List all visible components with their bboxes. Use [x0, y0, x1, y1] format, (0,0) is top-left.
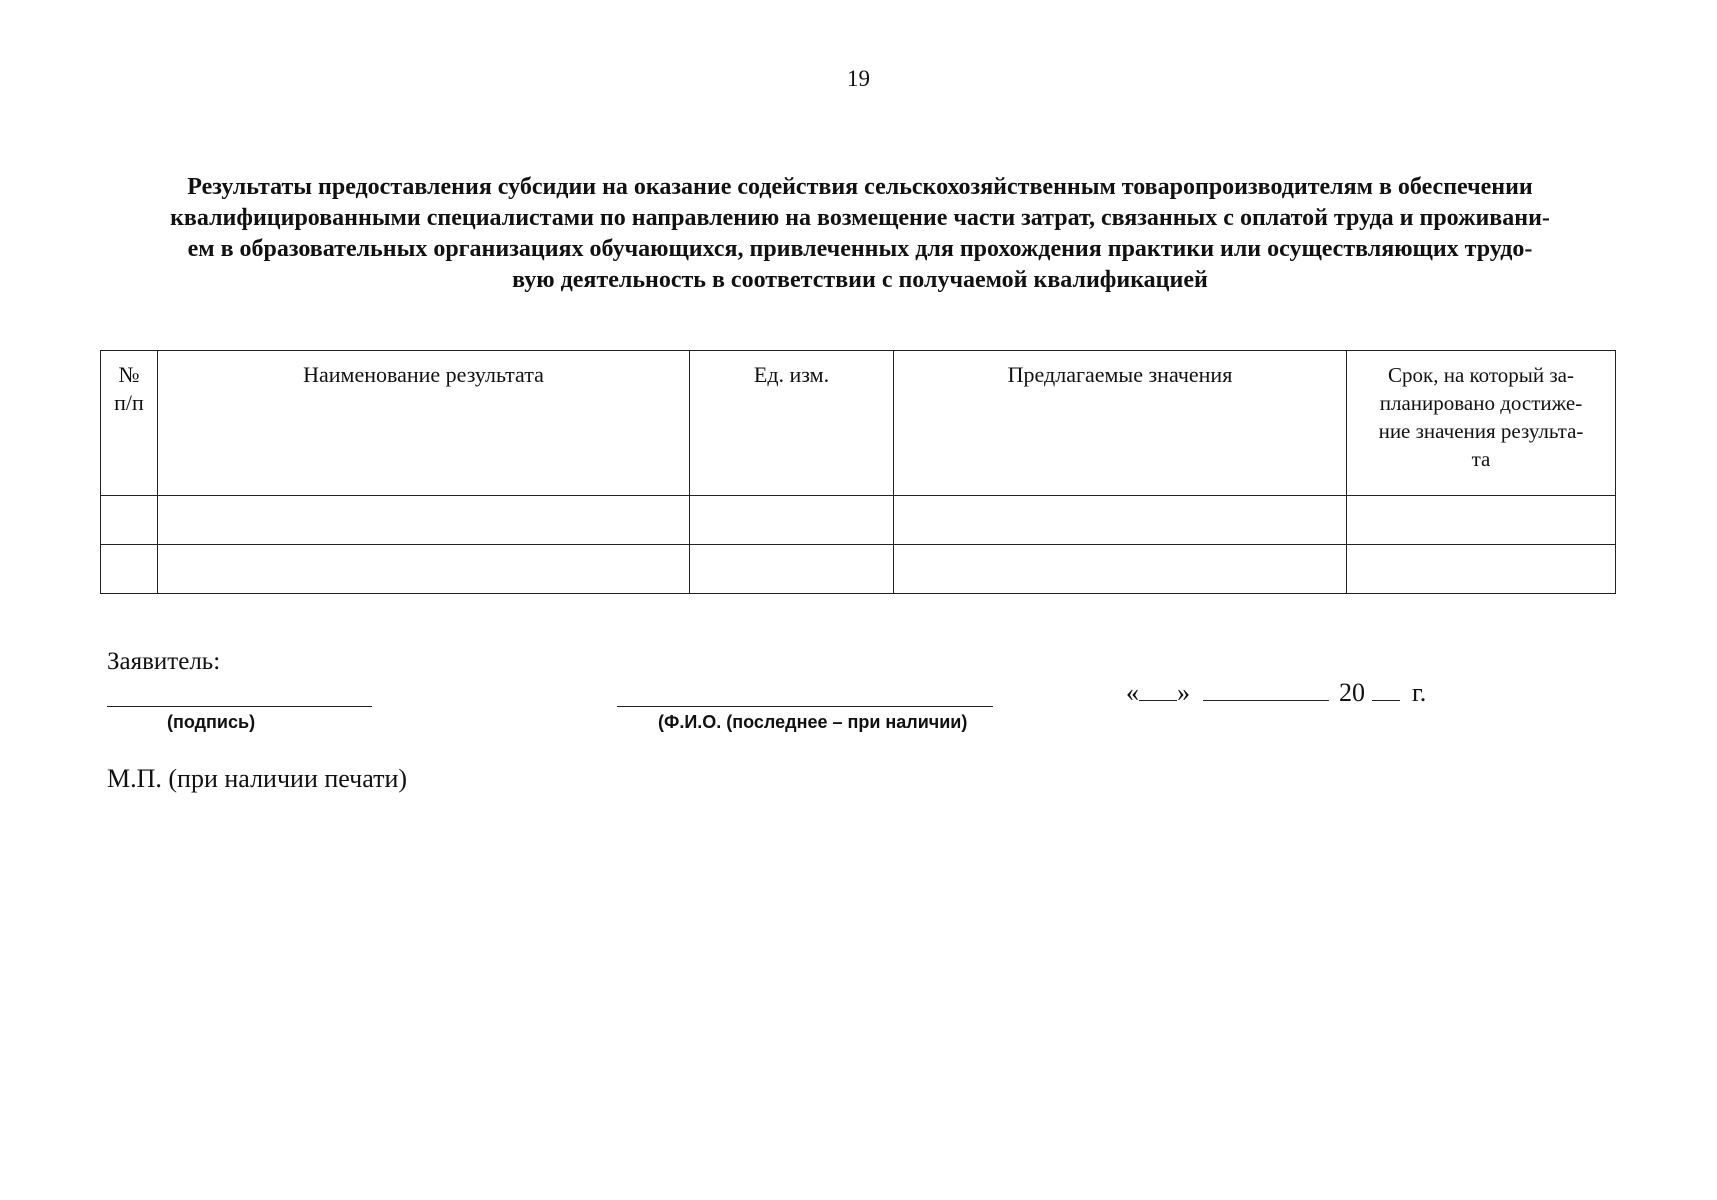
year-blank[interactable]	[1372, 678, 1400, 701]
header-result-name: Наименование результата	[158, 351, 690, 496]
cell-number[interactable]	[101, 545, 158, 594]
header-deadline-line: ние значения результа-	[1378, 419, 1584, 443]
cell-deadline[interactable]	[1347, 545, 1616, 594]
page-number: 19	[847, 66, 870, 91]
header-number-abbrev: п/п	[114, 390, 144, 415]
cell-deadline[interactable]	[1347, 496, 1616, 545]
fio-caption: (Ф.И.О. (последнее – при наличии)	[658, 712, 968, 732]
month-blank[interactable]	[1203, 678, 1329, 701]
cell-unit[interactable]	[690, 496, 894, 545]
cell-number[interactable]	[101, 496, 158, 545]
date-close-quote: »	[1177, 678, 1190, 707]
title-line: квалифицированными специалистами по направлению на возмещение части затрат, связанных с оплатой труда и проживани-	[170, 205, 1550, 231]
header-deadline-line: та	[1471, 447, 1491, 471]
year-suffix: г.	[1412, 678, 1427, 707]
cell-proposed-value[interactable]	[894, 496, 1347, 545]
applicant-label: Заявитель:	[107, 648, 221, 675]
title-line: ем в образовательных организациях обучающихся, привлеченных для прохождения практики или осуществляющих трудо-	[187, 236, 1533, 262]
document-title	[100, 172, 1620, 296]
cell-result-name[interactable]	[158, 545, 690, 594]
cell-result-name[interactable]	[158, 496, 690, 545]
title-line: Результаты предоставления субсидии на оказание содействия сельскохозяйственным товаропроизводителям в обеспечении	[187, 174, 1533, 200]
date-field	[1126, 678, 1426, 708]
cell-unit[interactable]	[690, 545, 894, 594]
header-number	[101, 351, 158, 496]
header-proposed-values: Предлагаемые значения	[894, 351, 1347, 496]
table-row	[101, 545, 1616, 594]
signature-caption: (подпись)	[167, 712, 256, 732]
stamp-note: М.П. (при наличии печати)	[107, 764, 408, 793]
table-header-row	[101, 351, 1616, 496]
header-deadline-line: планировано достиже-	[1379, 391, 1583, 415]
date-open-quote: «	[1126, 678, 1139, 707]
title-line: вую деятельность в соответствии с получаемой квалификацией	[512, 267, 1208, 293]
header-number-symbol: №	[118, 362, 140, 387]
header-deadline	[1347, 351, 1616, 496]
results-table	[100, 350, 1616, 594]
year-prefix: 20	[1339, 678, 1365, 707]
signature-line[interactable]	[107, 706, 372, 707]
fio-line[interactable]	[617, 706, 993, 707]
header-deadline-line: Срок, на который за-	[1388, 363, 1574, 387]
header-unit: Ед. изм.	[690, 351, 894, 496]
cell-proposed-value[interactable]	[894, 545, 1347, 594]
table-row	[101, 496, 1616, 545]
day-blank[interactable]	[1139, 678, 1177, 701]
